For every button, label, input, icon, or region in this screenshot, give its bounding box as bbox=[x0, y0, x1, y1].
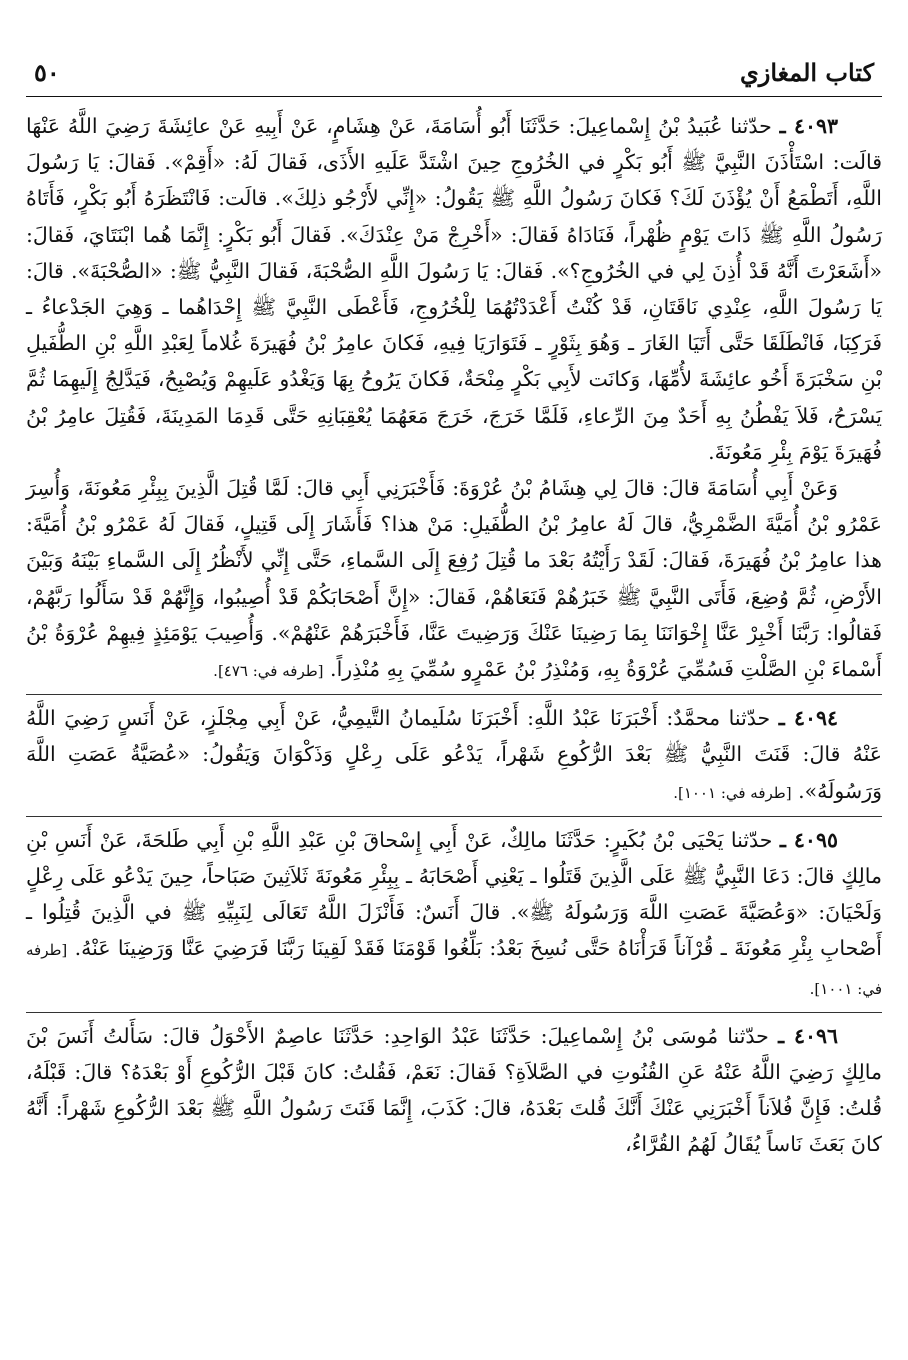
running-title: كتاب المغازي bbox=[739, 58, 874, 87]
hadith-text: وَعَنْ أَبِي أُسَامَةَ قالَ: قالَ لِي هِشَامُ بْنُ عُرْوَةَ: فَأَخْبَرَنِي أَبِي قالَ: لَمَّا قُتِلَ الَّذِينَ بِبِئْرِ مَعُونَةَ، وَأُسِرَ عَمْرُو بْنُ أُمَيَّةَ الضَّمْرِيُّ، قالَ لَهُ عامِرُ بْنُ الطُّفَيلِ: مَنْ هذا؟ فَأَشَارَ إِلَى قَتِيلٍ، فَقالَ لَهُ عَمْرُو بْنُ أُمَيَّةَ: هذا عامِرُ بْنُ فُهَيرَةَ، فَقالَ: لَقَدْ رَأَيْتُهُ بَعْدَ ما قُتِلَ رُفِعَ إِلَى السَّماءِ، حَتَّى إِنِّي لأَنْظُرُ إِلَى السَّماءِ بَيْنَهُ وَبَيْنَ الأَرْضِ، ثُمَّ وُضِعَ، فَأَتَى النَّبِيَّ ﷺ خَبَرُهُمْ فَنَعَاهُمْ، فَقالَ: «إِنَّ أَصْحَابَكُمْ قَدْ أُصِيبُوا، وَإِنَّهُمْ قَدْ سَأَلُوا رَبَّهُمْ، فَقالُوا: رَبَّنَا أَخْبِرْ عَنَّا إِخْوَانَنَا بِمَا رَضِينَا عَنْكَ وَرَضِيتَ عَنَّا، فَأَخْبَرَهُمْ عَنْهُمْ». وَأُصِيبَ يَوْمَئِذٍ فِيهِمْ عُرْوَةُ بْنُ أَسْماءَ بْنِ الصَّلْتِ فَسُمِّيَ عُرْوَةُ بِهِ، وَمُنْذِرُ بْنُ عَمْرٍو سُمِّيَ بِهِ مُنْذِراً. bbox=[26, 476, 882, 682]
hadith-number: ٤٠٩٣ ـ bbox=[779, 114, 838, 138]
hadith-4095 bbox=[26, 822, 882, 1007]
hadith-divider bbox=[26, 1012, 882, 1013]
hadith-text: حدّثنا عُبَيدُ بْنُ إِسْماعِيلَ: حَدَّثَنَا أَبُو أُسَامَةَ، عَنْ هِشَامٍ، عَنْ أَبِيهِ عَنْ عائِشَةَ رَضِيَ اللَّهُ عَنْهَا قالَت: اسْتَأْذَنَ النَّبِيَّ ﷺ أَبُو بَكْرٍ في الخُرُوجِ حِينَ اشْتَدَّ عَلَيهِ الأَذَى، فَقالَ لَهُ: «أَقِمْ». فَقالَ: يَا رَسُولَ اللَّهِ، أَتَطْمَعُ أَنْ يُؤْذَنَ لَكَ؟ فَكانَ رَسُولُ اللَّهِ ﷺ يَقُولُ: «إِنِّي لأَرْجُو ذلِكَ». قالَت: فَانْتَظَرَهُ أَبُو بَكْرٍ، فَأَتَاهُ رَسُولُ اللَّهِ ﷺ ذَاتَ يَوْمٍ ظُهْراً، فَنَادَاهُ فَقالَ: «أَخْرِجْ مَنْ عِنْدَكَ». فَقالَ أَبُو بَكْرٍ: إِنَّمَا هُما ابْنَتَايَ، فَقالَ: «أَشَعَرْتَ أَنَّهُ قَدْ أُذِنَ لِي في الخُرُوجِ؟». فَقالَ: يَا رَسُولَ اللَّهِ الصُّحْبَةَ، فَقالَ النَّبِيُّ ﷺ: «الصُّحْبَةَ». قالَ: يَا رَسُولَ اللَّهِ، عِنْدِي نَاقَتَانِ، قَدْ كُنْتُ أَعْدَدْتُهُمَا لِلْخُرُوجِ، فَأَعْطَى النَّبِيَّ ﷺ إِحْدَاهُما ـ وَهِيَ الجَدْعاءُ ـ فَرَكِبَا، فَانْطَلَقَا حَتَّى أَتَيَا الغَارَ ـ وَهُوَ بِثَوْرٍ ـ فَتَوَارَيَا فِيهِ، فَكانَ عامِرُ بْنُ فُهَيرَةَ غُلاماً لِعَبْدِ اللَّهِ بْنِ الطُّفَيلِ بْنِ سَخْبَرَةَ أَخُو عائِشَةَ لأُمِّهَا، وَكانَت لأَبِي بَكْرٍ مِنْحَةٌ، فَكانَ يَرُوحُ بِهَا وَيَغْدُو عَلَيهِمْ وَيُصْبِحُ، فَيَدَّلِجُ إِلَيهِمَا ثُمَّ يَسْرَحُ، فَلاَ يَفْطُنُ بِهِ أَحَدٌ مِنَ الرِّعاءِ، فَلَمَّا خَرَجَ، خَرَجَ مَعَهُمَا يُعْقِبَانِهِ حَتَّى قَدِمَا المَدِينَةَ، فَقُتِلَ عامِرُ بْنُ فُهَيرَةَ يَوْمَ بِئْرِ مَعُونَةَ. bbox=[26, 114, 882, 464]
hadith-text: حدّثنا محمَّدٌ: أَخْبَرَنَا عَبْدُ اللَّهِ: أَخْبَرَنَا سُلَيمانُ التَّيمِيُّ، عَنْ أَبِي مِجْلَزٍ، عَنْ أَنَسٍ رَضِيَ اللَّهُ عَنْهُ قالَ: قَنَتَ النَّبِيُّ ﷺ بَعْدَ الرُّكُوعِ شَهْراً، يَدْعُو عَلَى رِعْلٍ وَذَكْوَانَ وَيَقُولُ: «عُصَيَّةُ عَصَتِ اللَّهَ وَرَسُولَهُ». bbox=[26, 706, 882, 803]
hadith-text: حدّثنا مُوسَى بْنُ إِسْماعِيلَ: حَدَّثَنَا عَبْدُ الوَاحِدِ: حَدَّثَنَا عاصِمٌ الأَحْوَلُ قالَ: سَأَلتُ أَنَسَ بْنَ مالِكٍ رَضِيَ اللَّهُ عَنْهُ عَنِ القُنُوتِ في الصَّلاَةِ؟ فَقالَ: نَعَمْ، فَقُلتُ: كانَ قَبْلَ الرُّكُوعِ أَوْ بَعْدَهُ؟ قالَ: قَبْلَهُ، قُلتُ: فَإِنَّ فُلاَناً أَخْبَرَنِي عَنْكَ أَنَّكَ قُلتَ بَعْدَهُ، قالَ: كَذَبَ، إِنَّمَا قَنَتَ رَسُولُ اللَّهِ ﷺ بَعْدَ الرُّكُوعِ شَهْراً: أَنَّهُ كانَ بَعَثَ نَاساً يُقَالُ لَهُمُ القُرَّاءُ، bbox=[26, 1023, 882, 1157]
page-number: ٥٠ bbox=[34, 58, 60, 87]
cross-reference: [طرفه في: ٤٧٦]. bbox=[213, 662, 324, 681]
cross-reference: [طرفه في: ١٠٠١]. bbox=[673, 783, 792, 802]
hadith-4096 bbox=[26, 1018, 882, 1163]
hadith-divider bbox=[26, 694, 882, 695]
hadith-number: ٤٠٩٤ ـ bbox=[778, 706, 838, 731]
hadith-4093 bbox=[26, 108, 882, 470]
hadith-text: حدّثنا يَحْيَى بْنُ بُكَيرٍ: حَدَّثَنَا مالِكٌ، عَنْ أَبِي إِسْحاقَ بْنِ عَبْدِ اللَّهِ بْنِ أَبِي طَلحَةَ، عَنْ أَنَسِ بْنِ مالِكٍ قالَ: دَعَا النَّبِيُّ ﷺ عَلَى الَّذِينَ قَتَلُوا ـ يَعْنِي أَصْحَابَهُ ـ بِبِئْرِ مَعُونَةَ ثَلاَثِينَ صَبَاحاً، حِينَ يَدْعُو عَلَى رِعْلٍ وَلَحْيَانَ: «وَعُصَيَّةَ عَصَتِ اللَّهَ وَرَسُولَهُ ﷺ». قالَ أَنَسٌ: فَأَنْزَلَ اللَّهُ تَعَالَى لِنَبِيِّهِ ﷺ في الَّذِينَ قُتِلُوا ـ أَصْحابِ بِئْرِ مَعُونَةَ ـ قُرْآناً قَرَأْنَاهُ حَتَّى نُسِخَ بَعْدُ: بَلِّغُوا قَوْمَنَا فَقَدْ لَقِينَا رَبَّنَا فَرَضِيَ عَنَّا وَرَضِينَا عَنْهُ. bbox=[26, 827, 882, 961]
hadith-4093-continuation bbox=[26, 470, 882, 689]
hadith-number: ٤٠٩٥ ـ bbox=[779, 827, 838, 852]
page-header bbox=[26, 52, 882, 97]
cross-reference: [طرفه في: ١٠٠١]. bbox=[26, 941, 882, 998]
page-body bbox=[26, 108, 882, 1163]
hadith-number: ٤٠٩٦ ـ bbox=[778, 1023, 838, 1048]
hadith-divider bbox=[26, 816, 882, 817]
hadith-4094 bbox=[26, 700, 882, 811]
